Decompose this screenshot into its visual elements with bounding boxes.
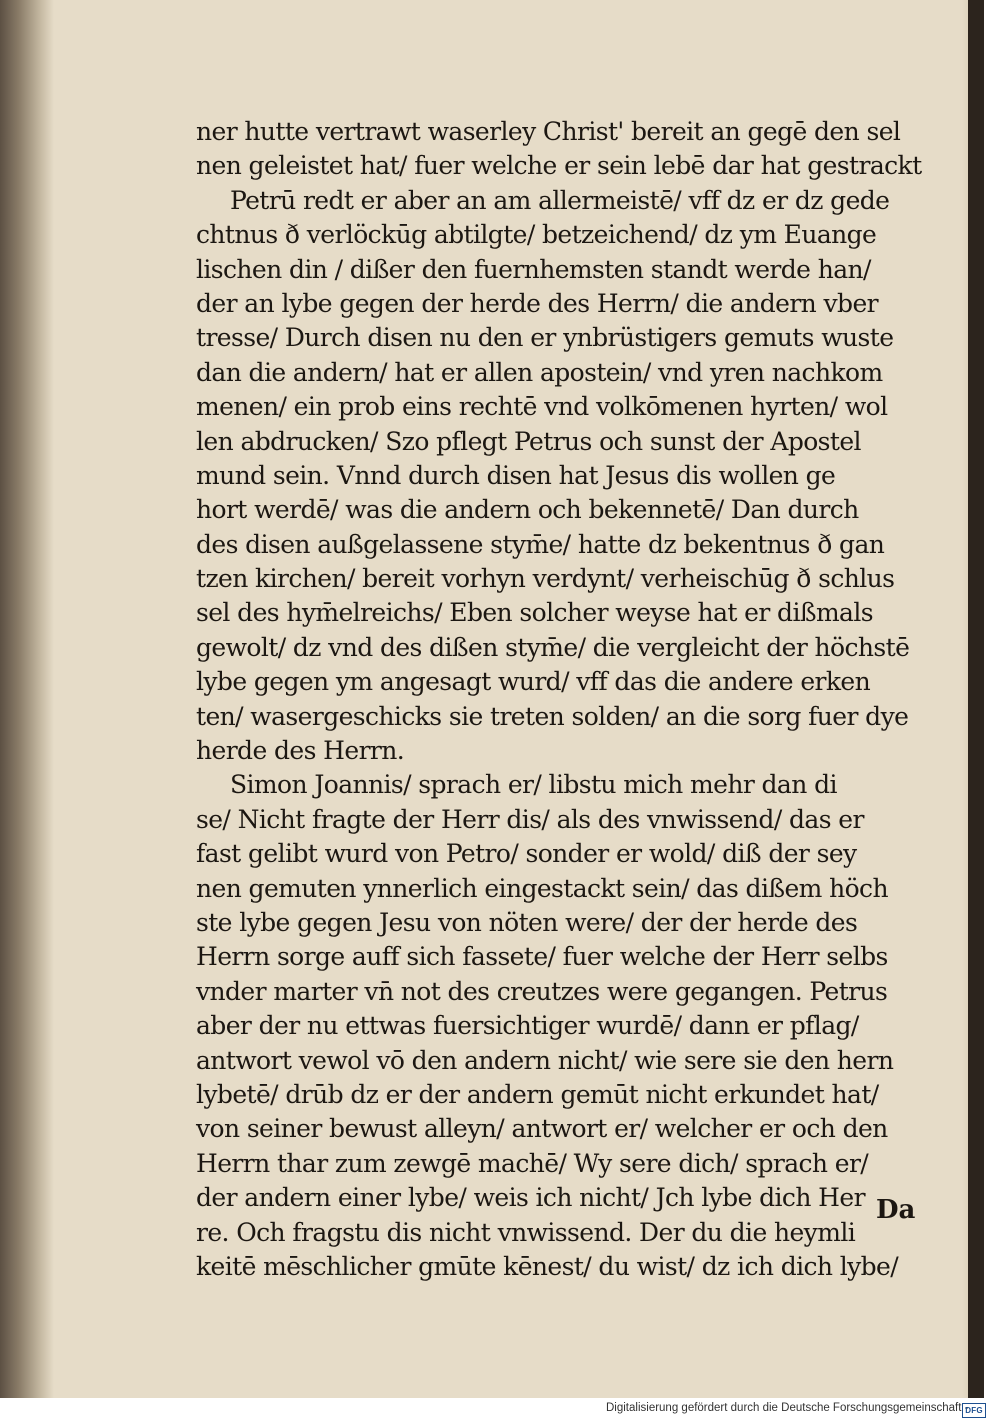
text-line: tzen kirchen/ bereit vorhyn verdynt/ verheischūg ð schlus <box>196 564 895 594</box>
text-line: fast gelibt wurd von Petro/ sonder er wold/ diß der sey <box>196 839 857 869</box>
text-line: des disen außgelassene stym̄e/ hatte dz bekentnus ð gan <box>196 529 885 559</box>
text-line: ste lybe gegen Jesu von nöten were/ der der herde des <box>196 907 858 937</box>
text-line: menen/ ein prob eins rechtē vnd volkōmenen hyrten/ wol <box>196 392 888 422</box>
text-line: antwort vewol vō den andern nicht/ wie sere sie den hern <box>196 1045 894 1075</box>
text-line: lischen din / dißer den fuernhemsten standt werde han/ <box>196 254 871 284</box>
text-line: len abdrucken/ Szo pflegt Petrus och sunst der Apostel <box>196 426 861 456</box>
text-line: ten/ wasergeschicks sie treten solden/ an die sorg fuer dye <box>196 701 909 731</box>
text-line: lybetē/ drūb dz er der andern gemūt nicht erkundet hat/ <box>196 1079 879 1109</box>
body-text <box>196 115 936 1284</box>
text-line: Herrn thar zum zewgē machē/ Wy sere dich/ sprach er/ <box>196 1148 869 1178</box>
footer-bar <box>0 1398 1000 1425</box>
text-line: tresse/ Durch disen nu den er ynbrüstigers gemuts wuste <box>196 323 894 353</box>
text-line: dan die andern/ hat er allen apostein/ vnd yren nachkom <box>196 357 883 387</box>
funding-credit: Digitalisierung gefördert durch die Deutsche Forschungsgemeinschaft - <box>606 1402 969 1414</box>
text-line: chtnus ð verlöckūg abtilgte/ betzeichend/ dz ym Euange <box>196 220 877 250</box>
text-line: mund sein. Vnnd durch disen hat Jesus dis wollen ge <box>196 460 836 490</box>
text-line: nen gemuten ynnerlich eingestackt sein/ das dißem höch <box>196 873 888 903</box>
text-line: ner hutte vertrawt waserley Christ' bereit an gegē den sel <box>196 117 901 146</box>
text-line: lybe gegen ym angesagt wurd/ vff das die andere erken <box>196 667 871 697</box>
text-line: Herrn sorge auff sich fassete/ fuer welche der Herr selbs <box>196 942 888 972</box>
dfg-logo-icon: DFG <box>962 1403 986 1418</box>
page-outer-border <box>968 0 984 1398</box>
text-line: der an lybe gegen der herde des Herrn/ die andern vber <box>196 288 879 318</box>
text-line: der andern einer lybe/ weis ich nicht/ Jch lybe dich Her <box>196 1183 865 1213</box>
text-line: nen geleistet hat/ fuer welche er sein lebē dar hat gestrackt <box>196 151 922 181</box>
text-line: keitē mēschlicher gmūte kēnest/ du wist/ dz ich dich lybe/ <box>196 1251 899 1281</box>
text-line: Petrū redt er aber an am allermeistē/ vff dz er dz gede <box>230 185 890 215</box>
text-line: re. Och fragstu dis nicht vnwissend. Der du die heymli <box>196 1217 856 1247</box>
text-line: von seiner bewust alleyn/ antwort er/ welcher er och den <box>196 1114 888 1144</box>
text-line: gewolt/ dz vnd des dißen stym̄e/ die vergleicht der höchstē <box>196 632 910 662</box>
text-line: sel des hym̄elreichs/ Eben solcher weyse hat er dißmals <box>196 598 873 628</box>
catchword: Da <box>876 1195 916 1225</box>
text-line: aber der nu ettwas fuersichtiger wurdē/ dann er pflag/ <box>196 1011 859 1041</box>
text-line: se/ Nicht fragte der Herr dis/ als des vnwissend/ das er <box>196 804 864 834</box>
text-line: Simon Joannis/ sprach er/ libstu mich mehr dan di <box>230 770 837 800</box>
text-line: vnder marter vn̄ not des creutzes were gegangen. Petrus <box>196 976 888 1006</box>
page-gutter-shadow <box>0 0 54 1398</box>
text-line: herde des Herrn. <box>196 736 405 766</box>
text-line: hort werdē/ was die andern och bekennetē/ Dan durch <box>196 495 859 525</box>
